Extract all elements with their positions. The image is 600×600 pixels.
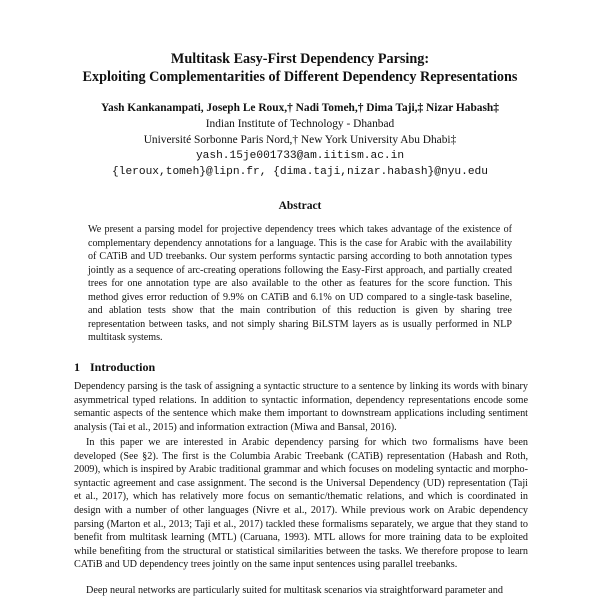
section-heading-introduction [74, 360, 155, 375]
email-line-1: yash.15je001733@am.iitism.ac.in [195, 150, 405, 162]
affiliation-line-2: Université Sorbonne Paris Nord,† New York University Abu Dhabi‡ [143, 134, 457, 146]
affiliation-line-1: Indian Institute of Technology - Dhanbad [205, 118, 395, 130]
section-number: 1 [74, 360, 80, 374]
abstract-heading: Abstract [278, 200, 322, 212]
abstract-text: We present a parsing model for projective dependency trees which takes advantage of the existence of complementary dependency annotations for a language. This is the case for Arabic with the availability of CATiB and UD treebanks. Our system performs syntactic parsing according to both annotation types jointly as a sequence of arc-creating operations following the Easy-First approach, and partially created trees for one annotation type are also available to the other as features for the score function. This method gives error reduction of 9.9% on CATiB and 6.1% on UD compared to a single-task baseline, and ablation tests show that the main contribution of this reduction is given by sharing tree representation between tasks, and not simply sharing BiLSTM layers as is usually performed in NLP multitask systems. [88, 224, 512, 343]
intro-paragraph-2: In this paper we are interested in Arabic dependency parsing for which two formalisms have been developed (See §2). The first is the Columbia Arabic Treebank (CATiB) representation (Habash and Roth, 2009), which is inspired by Arabic traditional grammar and which focuses on modeling syntactic and morpho-syntactic agreement and case assignment. The second is the Universal Dependency (UD) representation (Taji et al., 2017), which has relatively more focus on semantic/thematic relations, and which is coordinated in design with a number of other languages (Nivre et al., 2017). While previous work on Arabic dependency parsing (Marton et al., 2013; Taji et al., 2017) tackled these formalisms separately, we argue that they stand to benefit from multitask learning (MTL) (Caruana, 1993). MTL allows for more training data to be exploited while benefiting from the structural or statistical similarities between the tasks. We therefore propose to learn CATiB and UD dependency trees jointly on the same input sentences using parallel treebanks. [74, 437, 528, 571]
intro-paragraph-1: Dependency parsing is the task of assigning a syntactic structure to a sentence by linking its words with binary asymmetrical typed relations. In addition to syntactic information, dependency representations encode some semantic aspects of the sentence which make them important to downstream applications including sentiment analysis (Tai et al., 2015) and information extraction (Miwa and Bansal, 2016). [74, 381, 528, 433]
paper-title-line-2: Exploiting Complementarities of Different Dependency Representations [82, 69, 518, 85]
author-list: Yash Kankanampati, Joseph Le Roux,† Nadi Tomeh,† Dima Taji,‡ Nizar Habash‡ [101, 102, 499, 114]
intro-paragraph-3: Deep neural networks are particularly suited for multitask scenarios via straightforward parameter and [86, 585, 503, 596]
email-line-2: {leroux,tomeh}@lipn.fr, {dima.taji,nizar.habash}@nyu.edu [112, 166, 488, 178]
paper-title-line-1: Multitask Easy-First Dependency Parsing: [170, 51, 430, 67]
section-title: Introduction [90, 360, 156, 374]
